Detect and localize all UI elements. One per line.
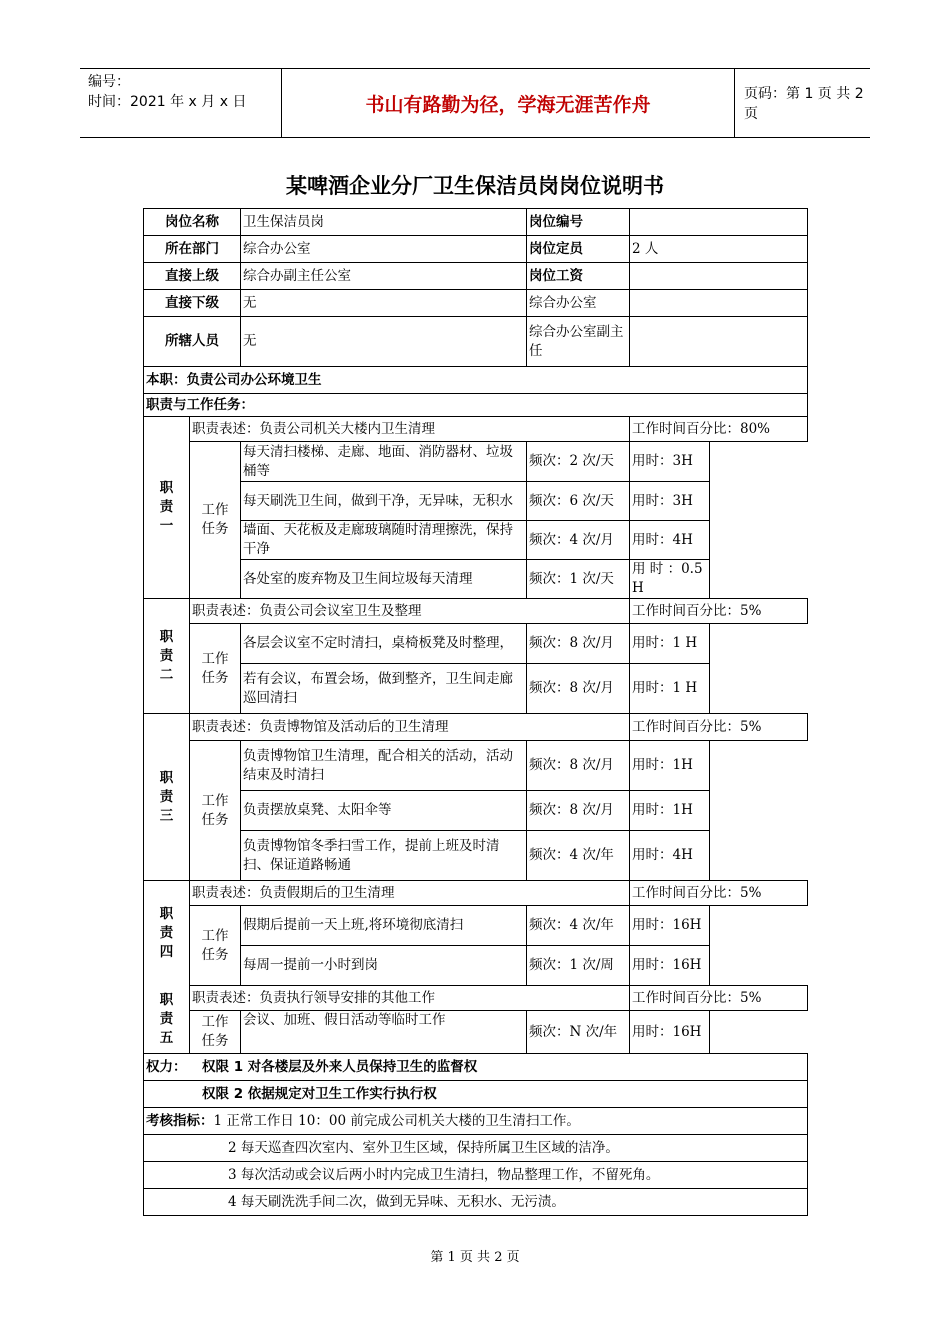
task-freq: 频次：8 次/月 <box>527 741 630 791</box>
superior-label: 直接上级 <box>144 263 241 290</box>
task-label-text: 工作任务 <box>201 502 229 537</box>
assessment-row <box>144 1108 808 1135</box>
task-row <box>144 1011 808 1054</box>
authority-2 <box>144 1081 808 1108</box>
post-name-value: 卫生保洁员岗 <box>241 209 527 236</box>
task-label <box>190 741 241 881</box>
duty-desc-row <box>144 417 808 442</box>
empty-cell <box>630 290 808 317</box>
salary-label: 岗位工资 <box>527 263 630 290</box>
task-time: 用时：1H <box>630 741 710 791</box>
task-row <box>144 906 808 946</box>
task-freq: 频次：4 次/月 <box>527 521 630 560</box>
task-label-text: 工作任务 <box>201 927 229 963</box>
task-freq: 频次：2 次/天 <box>527 442 630 482</box>
duty-label <box>144 714 190 881</box>
task-time: 用时：3H <box>630 442 710 482</box>
quota-value: 2 人 <box>630 236 808 263</box>
task-time: 用时：1 H <box>630 664 710 714</box>
quota-label: 岗位定员 <box>527 236 630 263</box>
doc-number-label: 编号： <box>88 74 130 90</box>
duty-desc-row <box>144 986 808 1011</box>
task-freq: 频次：1 次/周 <box>527 946 630 986</box>
assessment-row <box>144 1162 808 1189</box>
task-freq: 频次：8 次/月 <box>527 664 630 714</box>
task-text: 墙面、天花板及走廊玻璃随时清理擦洗，保持干净 <box>241 521 527 560</box>
task-text: 各处室的废弃物及卫生间垃圾每天清理 <box>241 560 527 599</box>
task-text: 负责博物馆卫生清理，配合相关的活动，活动结束及时清扫 <box>241 741 527 791</box>
duties-heading-row <box>144 394 808 417</box>
duty-desc: 职责表述：负责博物馆及活动后的卫生清理 <box>190 714 630 741</box>
dept-label: 所在部门 <box>144 236 241 263</box>
empty-cell <box>630 317 808 367</box>
task-row <box>144 560 808 599</box>
doc-time: 时间：2021 年 x 月 x 日 <box>88 94 247 110</box>
duty-desc-row <box>144 881 808 906</box>
task-time: 用时：1 H <box>630 624 710 664</box>
task-text: 若有会议，布置会场，做到整齐，卫生间走廊巡回清扫 <box>241 664 527 714</box>
task-label-text: 工作任务 <box>201 1014 229 1049</box>
task-time: 用 时 ：0.5H <box>630 560 710 599</box>
task-text: 每天刷洗卫生间，做到干净，无异味，无积水 <box>241 482 527 521</box>
task-freq: 频次：8 次/月 <box>527 624 630 664</box>
info-row <box>144 263 808 290</box>
superior-value: 综合办副主任公室 <box>241 263 527 290</box>
task-freq: 频次：4 次/年 <box>527 906 630 946</box>
task-row <box>144 664 808 714</box>
duty-desc-row <box>144 599 808 624</box>
subordinate-label: 直接下级 <box>144 290 241 317</box>
task-time: 用时：4H <box>630 521 710 560</box>
duty-summary-row <box>144 367 808 394</box>
duty-label <box>144 599 190 714</box>
assessment-row <box>144 1135 808 1162</box>
duty-desc-row <box>144 714 808 741</box>
task-time: 用时：16H <box>630 906 710 946</box>
authority-row <box>144 1054 808 1081</box>
task-text: 每周一提前一小时到岗 <box>241 946 527 986</box>
info-extra-1: 综合办公室 <box>527 290 630 317</box>
task-text: 负责博物馆冬季扫雪工作，提前上班及时清扫、保证道路畅通 <box>241 831 527 881</box>
duty-pct: 工作时间百分比：5% <box>630 714 808 741</box>
task-label <box>190 624 241 714</box>
duty-desc: 职责表述：负责公司机关大楼内卫生清理 <box>190 417 630 442</box>
task-row <box>144 442 808 482</box>
page-footer: 第 1 页 共 2 页 <box>430 1250 520 1265</box>
duty-2-label: 职责二 <box>159 628 174 683</box>
assessment-item: 2 每天巡查四次室内、室外卫生区域，保持所属卫生区域的洁净。 <box>144 1135 808 1162</box>
staff-label: 所辖人员 <box>144 317 241 367</box>
authority-item: 权限 1 对各楼层及外来人员保持卫生的监督权 <box>202 1058 478 1075</box>
task-row <box>144 624 808 664</box>
task-time: 用时：1H <box>630 791 710 831</box>
duty-label <box>144 417 190 599</box>
task-row <box>144 521 808 560</box>
authority-1 <box>144 1054 808 1081</box>
staff-value: 无 <box>241 317 527 367</box>
duty-pct: 工作时间百分比：5% <box>630 599 808 624</box>
task-label <box>190 1011 241 1054</box>
task-label-text: 工作任务 <box>201 792 229 828</box>
task-freq: 频次：8 次/月 <box>527 791 630 831</box>
assessment-item: 1 正常工作日 10：00 前完成公司机关大楼的卫生清扫工作。 <box>213 1112 580 1129</box>
duty-4-label: 职责四 <box>159 905 174 960</box>
task-text: 各层会议室不定时清扫，桌椅板凳及时整理， <box>241 624 527 664</box>
task-label-text: 工作任务 <box>201 650 229 686</box>
duty-1-label: 职责一 <box>159 480 174 534</box>
assessment-row <box>144 1189 808 1216</box>
post-name-label: 岗位名称 <box>144 209 241 236</box>
header-meta <box>80 69 282 137</box>
duty-desc: 职责表述：负责公司会议室卫生及整理 <box>190 599 630 624</box>
duty-pct: 工作时间百分比：5% <box>630 986 808 1011</box>
assessment-item: 3 每次活动或会议后两小时内完成卫生清扫，物品整理工作，不留死角。 <box>144 1162 808 1189</box>
task-label <box>190 906 241 986</box>
task-text: 假期后提前一天上班,将环境彻底清扫 <box>241 906 527 946</box>
task-time: 用时：16H <box>630 946 710 986</box>
task-row <box>144 482 808 521</box>
info-row <box>144 209 808 236</box>
task-row <box>144 831 808 881</box>
subordinate-value: 无 <box>241 290 527 317</box>
task-row <box>144 741 808 791</box>
assessment-1 <box>144 1108 808 1135</box>
duty-desc: 职责表述：负责假期后的卫生清理 <box>190 881 630 906</box>
task-freq: 频次：4 次/年 <box>527 831 630 881</box>
authority-row <box>144 1081 808 1108</box>
duty-desc: 职责表述：负责执行领导安排的其他工作 <box>190 986 630 1011</box>
duty-label <box>144 986 190 1054</box>
info-row <box>144 290 808 317</box>
authority-label: 权力： <box>146 1058 187 1075</box>
post-no-value <box>630 209 808 236</box>
duty-3-label: 职责三 <box>159 769 174 824</box>
job-description-table <box>143 208 808 1216</box>
post-no-label: 岗位编号 <box>527 209 630 236</box>
header-motto: 书山有路勤为径，学海无涯苦作舟 <box>282 69 735 137</box>
task-time: 用时：16H <box>630 1011 710 1054</box>
info-row <box>144 317 808 367</box>
task-text: 会议、加班、假日活动等临时工作 <box>241 1011 527 1054</box>
duties-heading: 职责与工作任务： <box>144 394 808 417</box>
page-header <box>80 68 870 138</box>
task-time: 用时：3H <box>630 482 710 521</box>
task-row <box>144 791 808 831</box>
task-text: 每天清扫楼梯、走廊、地面、消防器材、垃圾桶等 <box>241 442 527 482</box>
salary-value <box>630 263 808 290</box>
task-time: 用时：4H <box>630 831 710 881</box>
task-freq: 频次：6 次/天 <box>527 482 630 521</box>
header-page-info: 页码：第 1 页 共 2 页 <box>744 86 864 122</box>
duty-summary: 本职：负责公司办公环境卫生 <box>144 367 808 394</box>
task-label <box>190 442 241 599</box>
document-title: 某啤酒企业分厂卫生保洁员岗岗位说明书 <box>286 174 664 198</box>
info-row <box>144 236 808 263</box>
duty-5-label: 职责五 <box>159 991 174 1046</box>
dept-value: 综合办公室 <box>241 236 527 263</box>
task-text: 负责摆放桌凳、太阳伞等 <box>241 791 527 831</box>
duty-pct: 工作时间百分比：5% <box>630 881 808 906</box>
info-extra-2: 综合办公室副主任 <box>527 317 630 367</box>
duty-label <box>144 881 190 986</box>
task-freq: 频次：N 次/年 <box>527 1011 630 1054</box>
task-freq: 频次：1 次/天 <box>527 560 630 599</box>
authority-item: 权限 2 依据规定对卫生工作实行执行权 <box>202 1085 437 1102</box>
assessment-item: 4 每天刷洗洗手间二次，做到无异味、无积水、无污渍。 <box>144 1189 808 1216</box>
task-row <box>144 946 808 986</box>
duty-pct: 工作时间百分比：80% <box>630 417 808 442</box>
assessment-label: 考核指标： <box>146 1112 214 1129</box>
